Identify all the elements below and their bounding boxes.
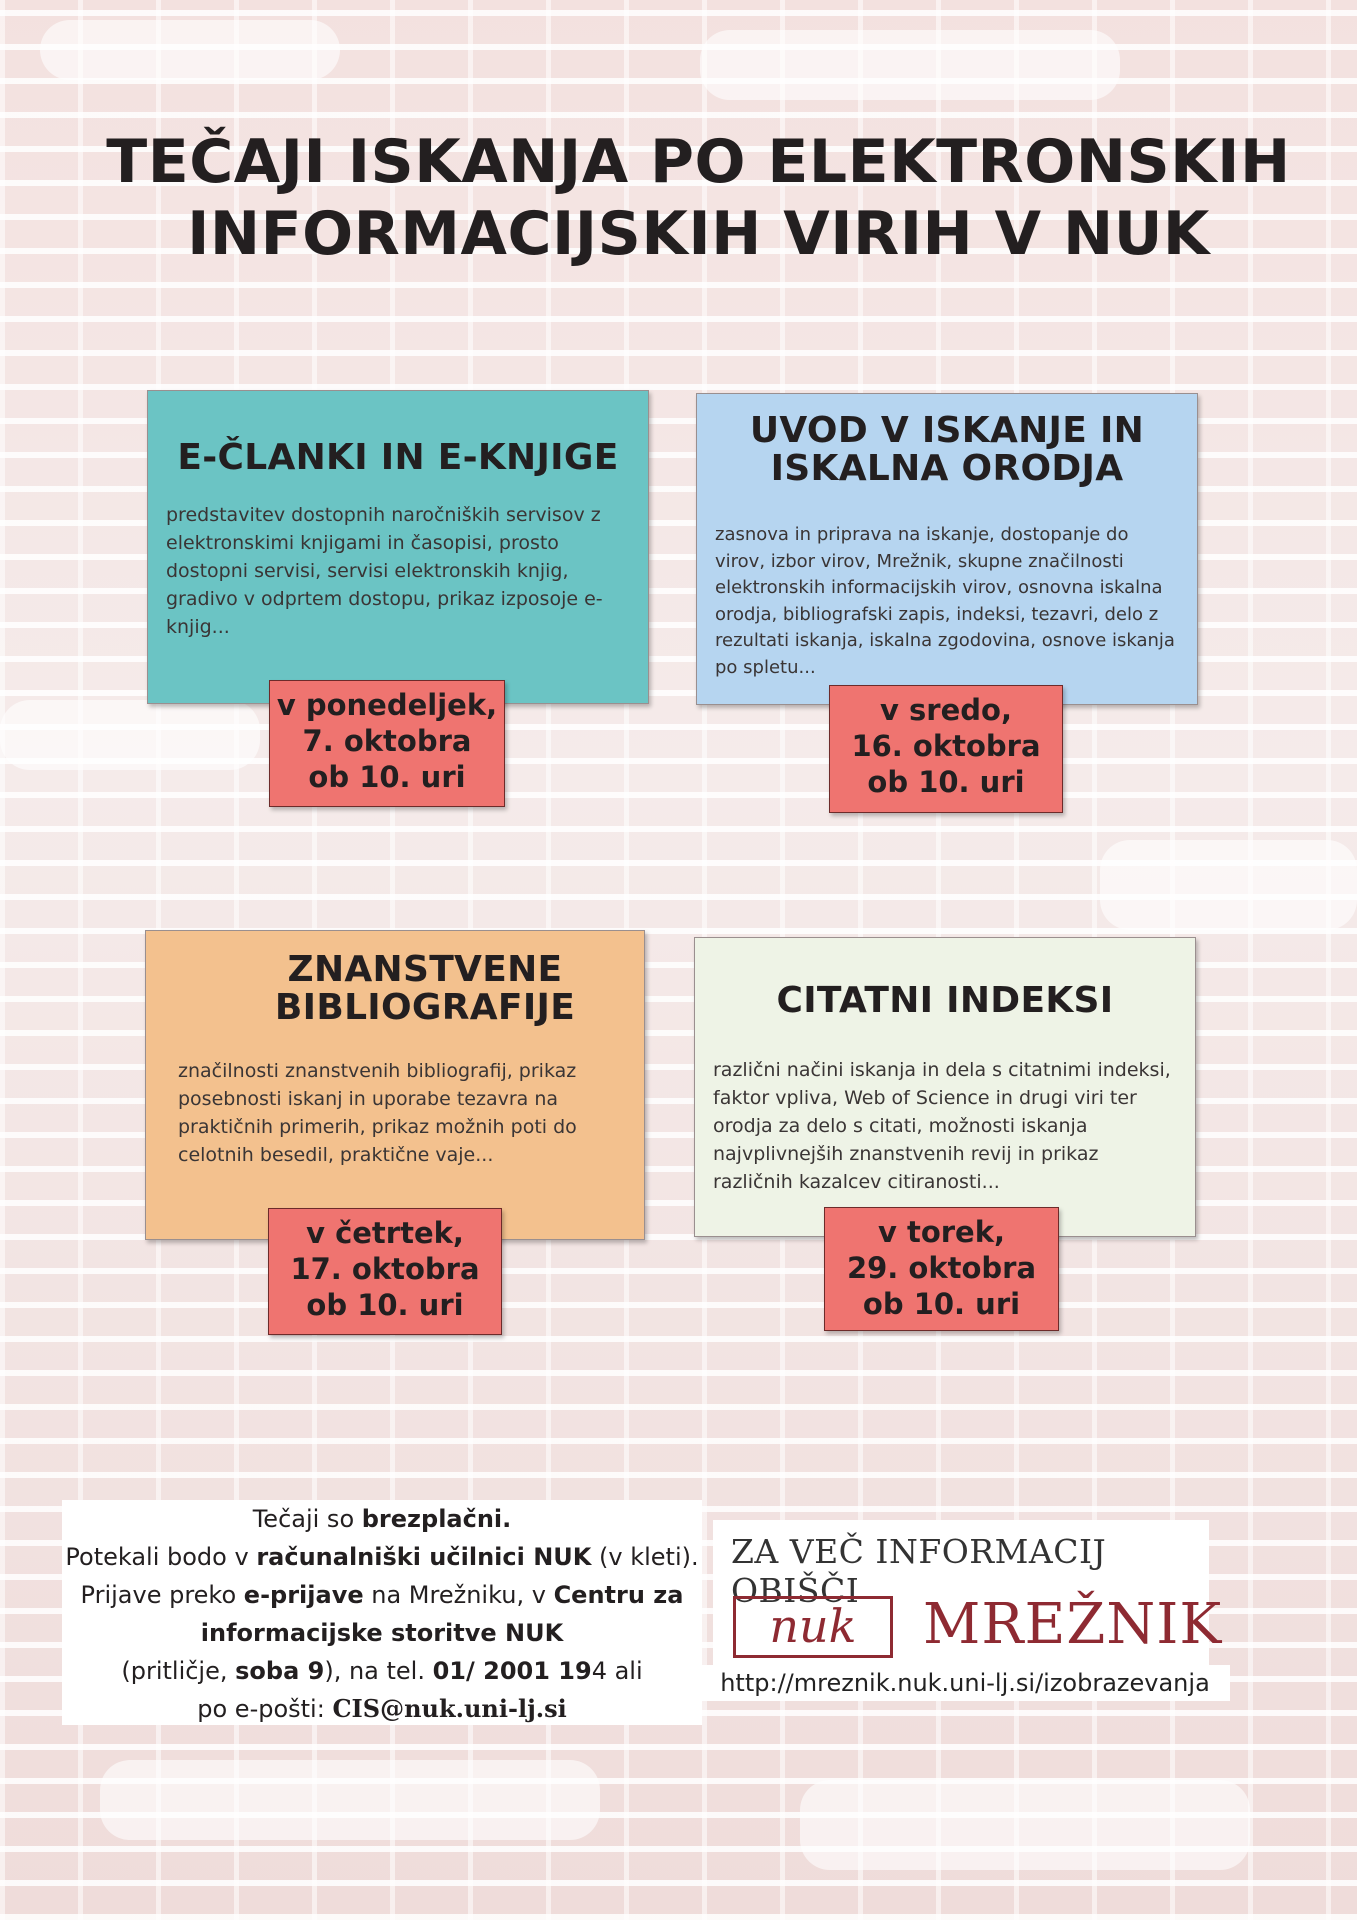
date-weekday: v sredo, xyxy=(880,693,1012,727)
wall-patch xyxy=(1100,840,1357,930)
course-card-bibliographies xyxy=(145,930,645,1240)
course-card-intro-search xyxy=(696,393,1198,705)
date-day: 29. oktobra xyxy=(846,1251,1037,1285)
email-link[interactable]: CIS@nuk.uni-lj.si xyxy=(332,1694,567,1723)
course-description: zasnova in priprava na iskanje, dostopanje do virov, izbor virov, Mrežnik, skupne značilnosti elektronskih informacijskih virov, osnovna iskalna orodja, bibliografski zapis, indeksi, tezavri, delo z rezultati iskanja, iskalna zgodovina, osnove iskanja po spletu... xyxy=(715,524,1175,678)
heading-line-2: ISKALNA ORODJA xyxy=(770,448,1124,489)
course-description: predstavitev dostopnih naročniških servisov z elektronskimi knjigami in časopisi, prosto dostopni servisi, servisi elektronskih knjig, gradivo v odprtem dostopu, prikaz izposoje e-knjig... xyxy=(166,504,603,638)
wall-patch xyxy=(700,30,1120,100)
heading-line-2: BIBLIOGRAFIJE xyxy=(274,987,576,1028)
course-description: značilnosti znanstvenih bibliografij, prikaz posebnosti iskanj in uporabe tezavra na praktičnih primerih, prikaz možnih poti do celotnih besedil, praktične vaje... xyxy=(178,1060,577,1166)
date-weekday: v četrtek, xyxy=(306,1216,464,1250)
info-line: Potekali bodo v računalniški učilnici NUK (v kleti). xyxy=(65,1543,699,1571)
info-line: Prijave preko e-prijave na Mrežniku, v Centru za xyxy=(80,1581,684,1609)
title-line-2: INFORMACIJSKIH VIRIH V NUK xyxy=(187,199,1210,269)
mreznik-logo-name: MREŽNIK xyxy=(923,1592,1223,1657)
course-description: različni načini iskanja in dela s citatnimi indeksi, faktor vpliva, Web of Science in drugi viri ter orodja za delo s citati, možnosti iskanja najvplivnejših znanstvenih revij in prikaz različnih kazalcev citiranosti... xyxy=(713,1059,1171,1193)
course-heading xyxy=(146,951,644,1027)
info-line: informacijske storitve NUK xyxy=(200,1619,564,1647)
mreznik-banner[interactable] xyxy=(713,1520,1223,1672)
info-line: Tečaji so brezplačni. xyxy=(252,1505,512,1533)
date-day: 17. oktobra xyxy=(290,1252,480,1286)
date-time: ob 10. uri xyxy=(306,1288,464,1322)
page-title xyxy=(60,126,1337,270)
date-weekday: v ponedeljek, xyxy=(276,688,498,722)
date-day: 7. oktobra xyxy=(302,724,472,758)
mreznik-url-link[interactable]: http://mreznik.nuk.uni-lj.si/izobrazevanja xyxy=(700,1665,1230,1701)
date-time: ob 10. uri xyxy=(308,760,466,794)
wall-patch xyxy=(800,1780,1250,1870)
e-registration-link[interactable]: e-prijave xyxy=(243,1581,364,1609)
course-card-e-articles xyxy=(147,390,649,704)
registration-info xyxy=(62,1500,702,1725)
course-heading: E-ČLANKI IN E-KNJIGE xyxy=(177,437,619,478)
mreznik-headline: ZA VEČ INFORMACIJ OBIŠČI xyxy=(731,1532,1107,1610)
wall-patch xyxy=(0,700,260,770)
wall-patch xyxy=(100,1760,600,1840)
info-line: (pritličje, soba 9), na tel. 01/ 2001 194 ali xyxy=(121,1657,643,1685)
date-time: ob 10. uri xyxy=(862,1287,1021,1321)
course-date-box xyxy=(824,1207,1059,1331)
course-card-citation-indexes xyxy=(694,937,1196,1237)
course-date-box xyxy=(268,1208,502,1335)
date-weekday: v torek, xyxy=(877,1215,1006,1249)
course-date-box xyxy=(269,680,505,807)
course-date-box xyxy=(829,685,1063,813)
nuk-logo: nuk xyxy=(733,1596,893,1658)
heading-line-1: UVOD V ISKANJE IN xyxy=(749,410,1145,451)
date-time: ob 10. uri xyxy=(867,765,1025,799)
info-line: po e-pošti: CIS@nuk.uni-lj.si xyxy=(197,1694,567,1723)
date-day: 16. oktobra xyxy=(851,729,1041,763)
wall-patch xyxy=(40,20,340,80)
title-line-1: TEČAJI ISKANJA PO ELEKTRONSKIH xyxy=(106,127,1291,197)
course-heading xyxy=(697,412,1197,488)
heading-line-1: ZNANSTVENE xyxy=(287,949,563,990)
course-heading: CITATNI INDEKSI xyxy=(776,980,1114,1021)
